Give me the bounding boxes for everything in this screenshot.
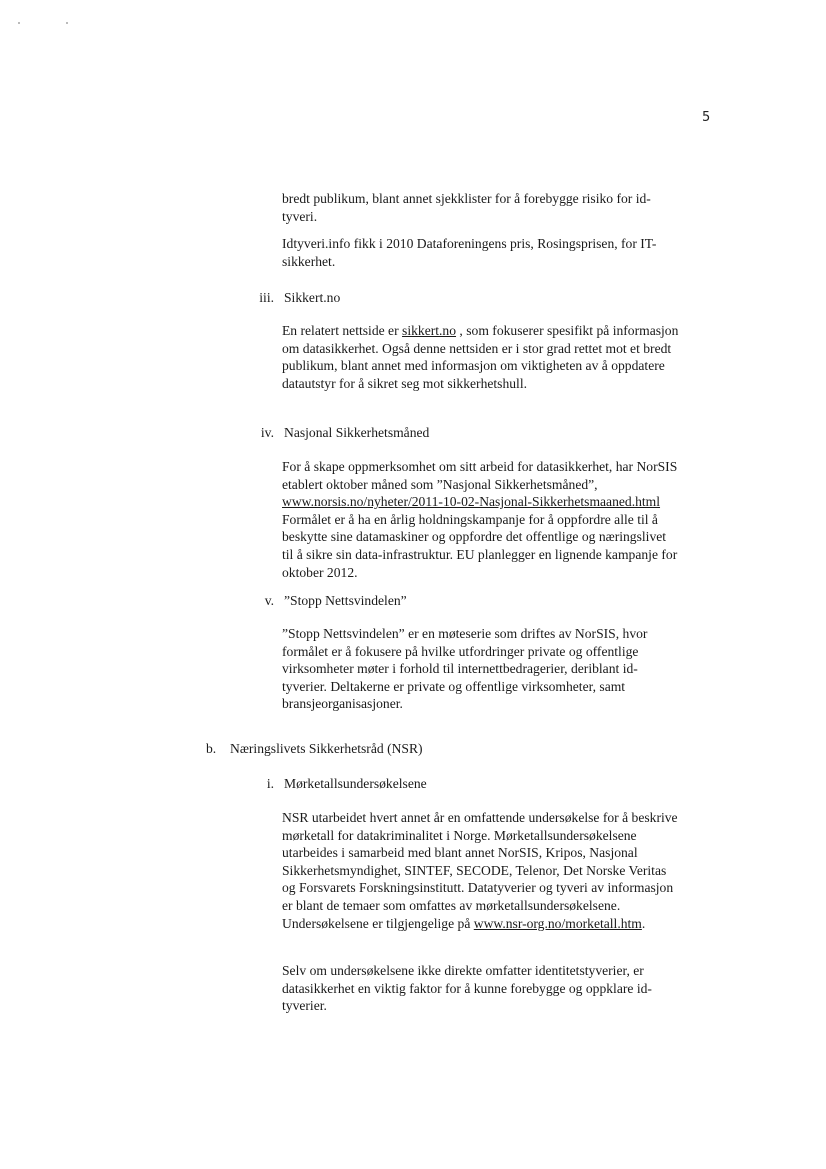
paragraph-continued: bredt publikum, blant annet sjekklister for å forebygge risiko for id-tyveri.	[282, 191, 651, 224]
paragraph-stopp-nettsvindelen: ”Stopp Nettsvindelen” er en møteserie som driftes av NorSIS, hvor formålet er å fokusere på hvilke utfordringer private og offentlige virksomheter møter i forhold til internettbedragerier, deriblant id-tyverier. Deltakerne er private og offentlige virksomheter, samt bransjeorganisasjoner.	[282, 626, 648, 712]
paragraph-idtyveri-award: Idtyveri.info fikk i 2010 Dataforeningens pris, Rosingsprisen, for IT-sikkerhet.	[282, 236, 657, 269]
section-title: Næringslivets Sikkerhetsråd (NSR)	[230, 741, 423, 756]
list-item-heading-b-i	[248, 775, 427, 793]
list-item-title: Mørketallsundersøkelsene	[284, 776, 427, 791]
paragraph-identitetstyverier: Selv om undersøkelsene ikke direkte omfatter identitetstyverier, er datasikkerhet en viktig faktor for å kunne forebygge og oppklare id-tyverier.	[282, 963, 652, 1014]
link-norsis[interactable]: www.norsis.no/nyheter/2011-10-02-Nasjonal-Sikkerhetsmaaned.html	[282, 494, 661, 510]
list-numeral: iii.	[259, 290, 274, 305]
list-numeral: v.	[264, 593, 274, 608]
list-item-title: Nasjonal Sikkerhetsmåned	[284, 425, 430, 440]
list-numeral: iv.	[260, 425, 274, 440]
scan-mark	[18, 22, 20, 24]
list-item-heading-iii	[248, 289, 340, 307]
list-item-title: Sikkert.no	[284, 290, 341, 305]
paragraph-morketall: NSR utarbeidet hvert annet år en omfattende undersøkelse for å beskrive mørketall for datakriminalitet i Norge. Mørketallsundersøkelsene utarbeides i samarbeid med blant annet NorSIS, Kripos, Nasjonal Sikkerhetsmyndighet, SINTEF, SECODE, Telenor, Det Norske Veritas og Forsvarets Forskningsinstitutt. Datatyverier og tyveri av informasjon er blant de temaer som omfattes av mørketallsundersøkelsene. Undersøkelsene er tilgjengelige på www.nsr-org.no/morketall.htm.	[282, 810, 678, 931]
paragraph-sikkert: En relatert nettside er sikkert.no , som fokuserer spesifikt på informasjon om datasikkerhet. Også denne nettsiden er i stor grad rettet mot et bredt publikum, blant annet med informasjon om viktigheten av å oppdatere datautstyr for å sikret seg mot sikkerhetshull.	[282, 323, 679, 391]
section-letter: b.	[206, 741, 217, 756]
paragraph-sikkerhetsmaned: For å skape oppmerksomhet om sitt arbeid for datasikkerhet, har NorSIS etablert oktober måned som ”Nasjonal Sikkerhetsmåned”, www.norsis.no/nyheter/2011-10-02-Nasjonal-Sikkerhetsmaaned.html Formålet er å ha en årlig holdningskampanje for å oppfordre alle til å beskytte sine datamaskiner og oppfordre det offentlige og næringslivet til å sikre sin data-infrastruktur. EU planlegger en lignende kampanje for oktober 2012.	[282, 459, 678, 580]
link-nsr[interactable]: www.nsr-org.no/morketall.htm	[473, 915, 642, 931]
list-item-title: ”Stopp Nettsvindelen”	[284, 593, 407, 608]
scan-mark	[66, 22, 68, 24]
list-numeral: i.	[266, 776, 274, 791]
page-number: 5	[702, 110, 711, 125]
list-item-heading-iv	[248, 424, 429, 442]
link-sikkert[interactable]: sikkert.no	[402, 323, 457, 338]
list-item-heading-v	[248, 592, 407, 610]
section-heading-b	[206, 740, 423, 758]
